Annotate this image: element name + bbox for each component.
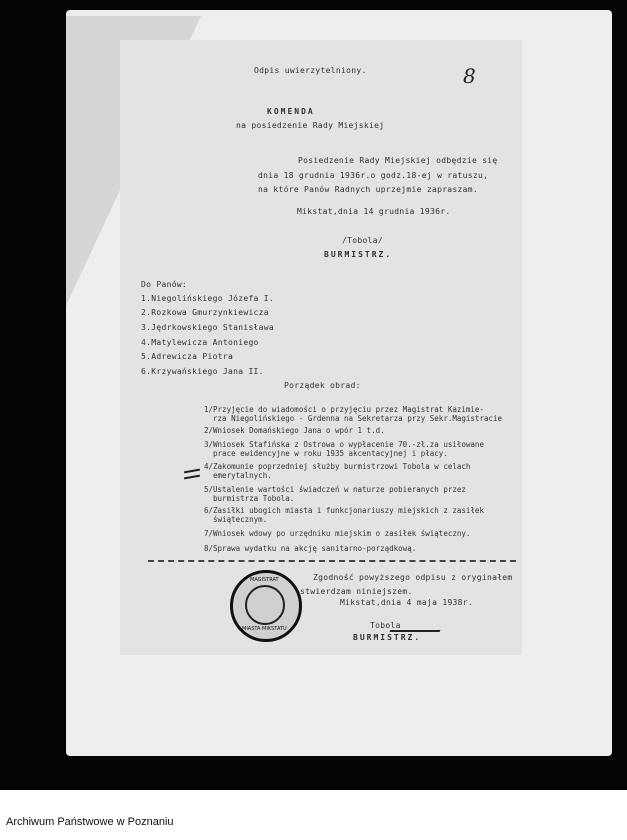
- separator-rule: [148, 560, 516, 562]
- agenda-title: Porządek obrad:: [284, 381, 361, 390]
- page-number: 8: [463, 64, 476, 88]
- certification-line-2: stwierdzam niniejszem.: [300, 587, 413, 596]
- agenda-item: 7/Wniosek wdowy po urzędniku miejskim o zasiłek świąteczny.: [204, 529, 471, 538]
- recipient-item: 1.Niegolińskiego Józefa I.: [141, 294, 275, 303]
- archive-name: Archiwum Państwowe w Poznaniu: [6, 816, 174, 828]
- agenda-item: 4/Zakomunie poprzedniej służby burmistrzowi Tobola w celach emerytalnych.: [204, 462, 471, 480]
- recipient-item: 4.Matylewicza Antoniego: [141, 338, 259, 347]
- official-stamp: [230, 570, 302, 642]
- recipients-label: Do Panów:: [141, 280, 188, 289]
- certification-signature: Tobola: [370, 621, 401, 630]
- place-date: Mikstat,dnia 14 grudnia 1936r.: [297, 207, 451, 216]
- signature-line: /Tobola/: [342, 236, 383, 245]
- stamp-emblem: [245, 585, 285, 625]
- agenda-item: 8/Sprawa wydatku na akcję sanitarno-porządkową.: [204, 544, 417, 553]
- signature-role: BURMISTRZ.: [324, 250, 393, 259]
- archive-footer: [0, 790, 627, 840]
- agenda-item: 3/Wniosek Stafińska z Ostrowa o wypłacenie 70.-zł.za usiłowane prace ewidencyjne w roku 1935 akcentacyjnej i płacy.: [204, 440, 484, 458]
- agenda-item: 5/Ustalenie wartości świadczeń w naturze pobieranych przez burmistrza Tobola.: [204, 485, 466, 503]
- recipient-item: 3.Jędrkowskiego Stanisława: [141, 323, 275, 332]
- recipient-item: 6.Krzywańskiego Jana II.: [141, 367, 264, 376]
- header-copy: Odpis uwierzytelniony.: [254, 66, 367, 75]
- agenda-item: 1/Przyjęcie do wiadomości o przyjęciu przez Magistrat Kazimie- rza Niegolińskiego - Grdenna na Sekretarza przy Sekr.Magistracie: [204, 405, 503, 423]
- certification-date: Mikstat,dnia 4 maja 1938r.: [340, 598, 474, 607]
- intro-line-3: na które Panów Radnych uprzejmie zapraszam.: [258, 185, 479, 194]
- agenda-item: 6/Zasiłki ubogich miasta i funkcjonariuszy miejskich z zasiłek świątecznym.: [204, 506, 484, 524]
- intro-line-2: dnia 18 grudnia 1936r.o godz.18-ej w ratuszu,: [258, 171, 489, 180]
- recipient-item: 5.Adrewicza Piotra: [141, 352, 234, 361]
- agenda-item: 2/Wniosek Domańskiego Jana o wpór 1 t.d.: [204, 426, 385, 435]
- document-title: KOMENDA: [267, 107, 315, 116]
- stamp-text-bottom: MIASTA MIKSTATU: [242, 626, 287, 632]
- certification-line-1: Zgodność powyższego odpisu z oryginałem: [313, 573, 513, 582]
- intro-line-1: Posiedzenie Rady Miejskiej odbędzie się: [298, 156, 498, 165]
- certification-role: BURMISTRZ.: [353, 633, 422, 642]
- stamp-text-top: MAGISTRAT: [250, 577, 279, 583]
- document-subtitle: na posiedzenie Rady Miejskiej: [236, 121, 385, 130]
- recipient-item: 2.Rozkowa Gmurzynkiewicza: [141, 308, 269, 317]
